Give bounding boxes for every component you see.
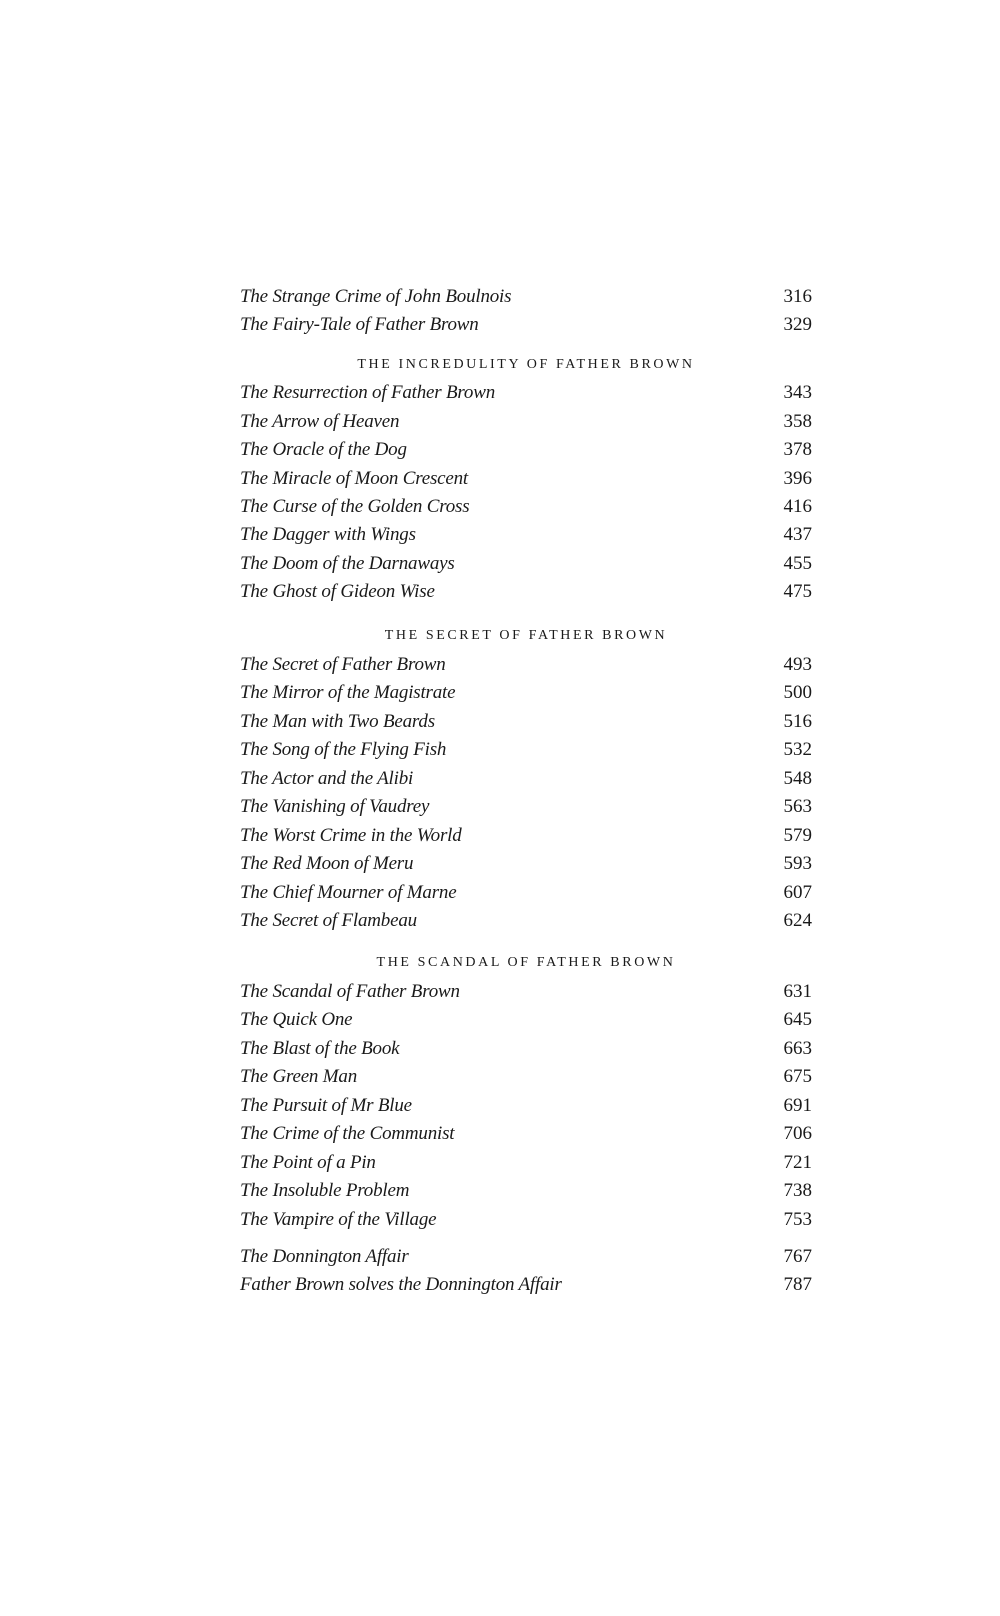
toc-entry-page: 455: [783, 553, 812, 574]
toc-entry-page: 593: [783, 853, 812, 874]
toc-entry: [240, 1246, 812, 1274]
toc-entry-title: The Red Moon of Meru: [240, 853, 414, 874]
toc-entry-title: The Blast of the Book: [240, 1038, 400, 1059]
toc-entry-page: 645: [783, 1009, 812, 1030]
toc-entry-title: The Resurrection of Father Brown: [240, 382, 495, 403]
toc-entry: [240, 981, 812, 1009]
toc-entry: [240, 411, 812, 439]
toc-entry-title: The Vanishing of Vaudrey: [240, 796, 430, 817]
toc-entry-page: 721: [783, 1152, 812, 1173]
toc-entry-page: 437: [783, 524, 812, 545]
toc-entry: [240, 1066, 812, 1094]
toc-entry-page: 396: [783, 468, 812, 489]
toc-entry-title: The Scandal of Father Brown: [240, 981, 460, 1002]
toc-entry-title: The Fairy-Tale of Father Brown: [240, 314, 479, 335]
toc-entry: [240, 1274, 812, 1302]
toc-entry: [240, 524, 812, 552]
toc-entry: [240, 314, 812, 342]
toc-entry-title: The Man with Two Beards: [240, 711, 435, 732]
toc-entry: [240, 1152, 812, 1180]
toc-entry: [240, 468, 812, 496]
toc-entry: [240, 882, 812, 910]
toc-entry: [240, 910, 812, 938]
toc-entry-title: The Worst Crime in the World: [240, 825, 462, 846]
toc-entry-page: 663: [783, 1038, 812, 1059]
toc-entry-page: 691: [783, 1095, 812, 1116]
toc-entry-title: The Curse of the Golden Cross: [240, 496, 470, 517]
toc-entry-title: The Doom of the Darnaways: [240, 553, 455, 574]
toc-entry-title: The Secret of Flambeau: [240, 910, 417, 931]
toc-entry-page: 343: [783, 382, 812, 403]
toc-entry-title: The Quick One: [240, 1009, 353, 1030]
toc-entry-page: 475: [783, 581, 812, 602]
toc-entry-title: The Vampire of the Village: [240, 1209, 437, 1230]
toc-entry: [240, 286, 812, 314]
toc-entry-title: The Strange Crime of John Boulnois: [240, 286, 512, 307]
toc-entry-title: The Miracle of Moon Crescent: [240, 468, 468, 489]
toc-entry: [240, 496, 812, 524]
toc-entry-title: The Arrow of Heaven: [240, 411, 400, 432]
toc-entry: [240, 439, 812, 467]
toc-entry-page: 516: [783, 711, 812, 732]
toc-entry-title: The Pursuit of Mr Blue: [240, 1095, 412, 1116]
toc-entry: [240, 825, 812, 853]
toc-entry-page: 493: [783, 654, 812, 675]
toc-entry-page: 500: [783, 682, 812, 703]
section-heading: THE SECRET OF FATHER BROWN: [384, 628, 668, 643]
toc-entry-page: 706: [783, 1123, 812, 1144]
toc-entry: [240, 711, 812, 739]
toc-entry-page: 329: [783, 314, 812, 335]
toc-entry-title: The Point of a Pin: [240, 1152, 376, 1173]
toc-entry: [240, 739, 812, 767]
toc-entry: [240, 654, 812, 682]
toc-entry-title: The Ghost of Gideon Wise: [240, 581, 435, 602]
toc-entry: [240, 382, 812, 410]
section-heading: THE SCANDAL OF FATHER BROWN: [376, 955, 676, 970]
toc-entry-page: 767: [783, 1246, 812, 1267]
toc-entry-page: 358: [783, 411, 812, 432]
toc-entry-page: 787: [783, 1274, 812, 1295]
toc-entry: [240, 768, 812, 796]
toc-entry-title: The Song of the Flying Fish: [240, 739, 447, 760]
toc-entry-page: 624: [783, 910, 812, 931]
toc-entry-page: 753: [783, 1209, 812, 1230]
toc-entry-page: 316: [783, 286, 812, 307]
toc-entry: [240, 553, 812, 581]
toc-entry-page: 416: [783, 496, 812, 517]
toc-entry-title: The Actor and the Alibi: [240, 768, 414, 789]
toc-entry: [240, 1180, 812, 1208]
toc-entry-page: 738: [783, 1180, 812, 1201]
toc-entry-title: The Insoluble Problem: [240, 1180, 410, 1201]
toc-entry-page: 532: [783, 739, 812, 760]
toc-entry-title: Father Brown solves the Donnington Affair: [240, 1274, 562, 1295]
toc-entry-title: The Mirror of the Magistrate: [240, 682, 456, 703]
toc-entry: [240, 1209, 812, 1237]
toc-entry: [240, 1123, 812, 1151]
section-heading: THE INCREDULITY OF FATHER BROWN: [357, 357, 695, 372]
toc-entry-page: 579: [783, 825, 812, 846]
toc-entry-title: The Green Man: [240, 1066, 358, 1087]
toc-entry-page: 631: [783, 981, 812, 1002]
toc-entry: [240, 853, 812, 881]
toc-entry-title: The Chief Mourner of Marne: [240, 882, 457, 903]
toc-entry: [240, 1009, 812, 1037]
toc-entry: [240, 796, 812, 824]
toc-entry: [240, 682, 812, 710]
toc-entry: [240, 1095, 812, 1123]
toc-entry-title: The Secret of Father Brown: [240, 654, 446, 675]
toc-entry-title: The Dagger with Wings: [240, 524, 416, 545]
toc-entry-page: 607: [783, 882, 812, 903]
toc-entry-title: The Donnington Affair: [240, 1246, 409, 1267]
toc-entry-title: The Crime of the Communist: [240, 1123, 455, 1144]
toc-entry-page: 563: [783, 796, 812, 817]
toc-entry-title: The Oracle of the Dog: [240, 439, 407, 460]
toc-entry-page: 675: [783, 1066, 812, 1087]
toc-entry: [240, 581, 812, 609]
toc-entry-page: 378: [783, 439, 812, 460]
toc-entry: [240, 1038, 812, 1066]
toc-entry-page: 548: [783, 768, 812, 789]
